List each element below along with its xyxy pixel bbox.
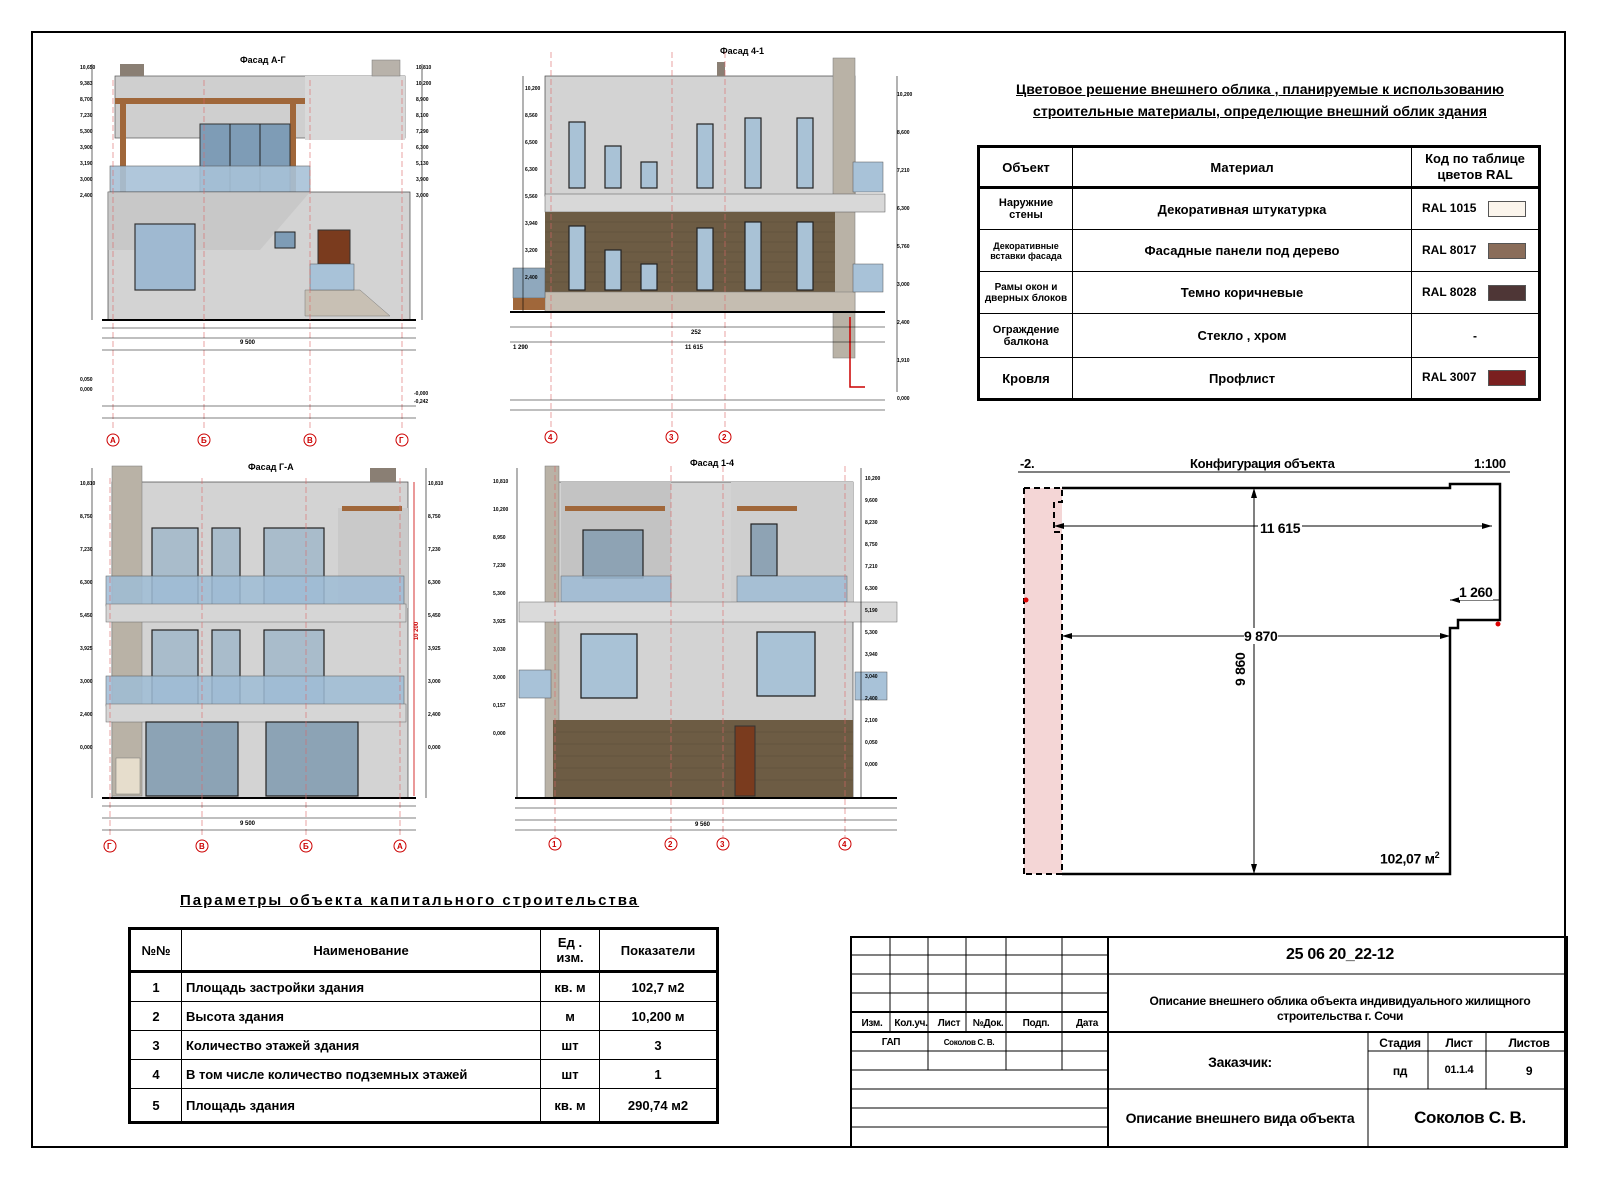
row-code: RAL 8017 (1422, 242, 1477, 257)
row-code-cell (1412, 230, 1540, 272)
facade-ga-left-marks: 10,810 8,750 7,230 6,300 5,450 3,925 3,000 2,400 0,000 (80, 481, 96, 751)
doc-code: 25 06 20_22-12 (1286, 946, 1394, 963)
stamp-person: Соколов С. В. (943, 1038, 995, 1047)
facade-ag-right-marks: 10,810 10,200 8,900 8,100 7,290 6,300 5,130 3,900 3,000 (416, 65, 432, 199)
axis-2: 2 (722, 433, 727, 442)
config-area: 102,07 $м^2$ (1380, 850, 1440, 867)
axis-g2: Г (107, 842, 112, 851)
row-object: Рамы окон и дверных блоков (979, 272, 1073, 314)
facade-ga (80, 458, 460, 858)
facade-41-total-mid: 252 (691, 330, 702, 336)
table-row (979, 230, 1540, 272)
facade-41-left-marks: 10,200 8,560 6,500 6,300 5,560 3,940 3,200 2,400 (525, 86, 541, 281)
facade-14-title: Фасад 1-4 (690, 458, 735, 468)
row-code: - (1412, 314, 1540, 358)
axis-4: 4 (548, 433, 553, 442)
facade-ga-height: 10 200 (414, 621, 421, 641)
config-step: 1 260 (1459, 584, 1493, 600)
axis-b2: Б (303, 842, 309, 851)
sheet-value: 01.1.4 (1444, 1064, 1474, 1076)
axis-v2: В (199, 842, 205, 851)
axis-3: 3 (669, 433, 674, 442)
title-block (850, 936, 1568, 1148)
table-row (130, 972, 718, 1002)
table-row (979, 188, 1540, 230)
params-title: Параметры объекта капитального строительства (180, 892, 640, 909)
axis-g: Г (399, 436, 404, 445)
row-code: RAL 8028 (1422, 284, 1477, 299)
facade-14-right-marks: 10,200 9,600 8,230 8,750 7,210 6,300 5,190 5,300 3,940 3,040 2,400 2,100 0,050 0,000 (865, 476, 881, 768)
axis-2b: 2 (668, 840, 673, 849)
customer-label: Заказчик: (1208, 1054, 1272, 1070)
params-num: 3 (130, 1031, 182, 1060)
params-value: 10,200 м (600, 1002, 718, 1031)
axis-b: Б (201, 436, 207, 445)
row-code: RAL 3007 (1422, 370, 1477, 385)
table-row (979, 358, 1540, 400)
stamp-columns: Изм. Кол.уч. Лист №Док. Подп. Дата (861, 1018, 1098, 1029)
table-row (979, 314, 1540, 358)
doc-description: Описание внешнего облика объекта индивидуального жилищного строительства г. Сочи (1149, 994, 1531, 1023)
facade-ga-drawing (80, 458, 460, 858)
axis-4b: 4 (842, 840, 847, 849)
materials-table (977, 145, 1541, 401)
params-name: Площадь застройки здания (182, 972, 541, 1002)
params-value: 102,7 м2 (600, 972, 718, 1002)
facade-41-right-marks: 10,200 8,600 7,210 6,300 5,760 3,000 2,400 1,910 0,000 (897, 92, 913, 402)
sheets-value: 9 (1525, 1064, 1533, 1078)
row-object: Ограждение балкона (979, 314, 1073, 358)
params-num: 5 (130, 1089, 182, 1123)
facade-ag-drawing (80, 50, 440, 460)
facade-ag (80, 50, 440, 460)
params-header (130, 929, 718, 972)
row-code-cell (1412, 272, 1540, 314)
axis-v: В (307, 436, 313, 445)
params-unit: кв. м (541, 1089, 600, 1123)
header-code: Код по таблице цветов RAL (1412, 147, 1540, 188)
params-value: 1 (600, 1060, 718, 1089)
color-section-title (980, 78, 1540, 122)
facade-ag-low-marks-r: -0,000 -0,242 (414, 391, 429, 405)
params-h-name: Наименование (182, 929, 541, 972)
color-swatch (1488, 285, 1526, 301)
facade-ag-left-marks: 10,650 9,383 8,700 7,230 5,300 3,900 3,190 3,000 2,400 (80, 65, 96, 199)
table-row (130, 1031, 718, 1060)
header-object: Объект (979, 147, 1073, 188)
config-width: 11 615 (1260, 520, 1301, 536)
params-value: 290,74 м2 (600, 1089, 718, 1123)
params-unit: м (541, 1002, 600, 1031)
materials-header (979, 147, 1540, 188)
stage-head: Стадия (1379, 1036, 1421, 1050)
row-material: Темно коричневые (1073, 272, 1412, 314)
color-swatch (1488, 370, 1526, 386)
facade-ag-title: Фасад А-Г (240, 55, 286, 65)
params-name: Количество этажей здания (182, 1031, 541, 1060)
params-unit: кв. м (541, 972, 600, 1002)
facade-41-title: Фасад 4-1 (720, 46, 765, 56)
params-table (128, 927, 719, 1124)
params-num: 2 (130, 1002, 182, 1031)
params-num: 4 (130, 1060, 182, 1089)
color-swatch (1488, 243, 1526, 259)
stage-value: пд (1392, 1064, 1408, 1078)
facade-14-total: 9 560 (695, 822, 711, 828)
row-material: Стекло , хром (1073, 314, 1412, 358)
row-object: Наружние стены (979, 188, 1073, 230)
color-title-line1: Цветовое решение внешнего облика , планируемые к использованию (1016, 81, 1504, 97)
color-title-line2: строительные материалы, определющие внешний облик здания (1033, 103, 1487, 119)
row-object: Декоративные вставки фасада (979, 230, 1073, 272)
facade-ga-right-marks: 10,810 8,750 7,230 6,300 5,450 3,925 3,000 2,400 0,000 (428, 481, 444, 751)
row-code-cell (1412, 188, 1540, 230)
header-material: Материал (1073, 147, 1412, 188)
sheets-head: Листов (1508, 1036, 1550, 1050)
facade-ga-title: Фасад Г-А (248, 462, 294, 472)
facade-14 (493, 458, 925, 858)
params-value: 3 (600, 1031, 718, 1060)
facade-ga-total: 9 500 (240, 821, 256, 827)
params-name: Площадь здания (182, 1089, 541, 1123)
facade-41 (505, 42, 935, 462)
sheet-head: Лист (1445, 1036, 1473, 1050)
table-row (130, 1002, 718, 1031)
facade-41-drawing (505, 42, 935, 462)
row-code: RAL 1015 (1422, 201, 1477, 216)
facade-14-left-marks: 10,810 10,200 8,950 7,230 5,300 3,925 3,030 3,000 0,157 0,000 (493, 479, 509, 737)
params-unit: шт (541, 1031, 600, 1060)
facade-14-drawing (505, 458, 925, 858)
table-row (130, 1089, 718, 1123)
facade-41-total-a: 1 290 (513, 345, 529, 351)
facade-ag-low-marks: 0,050 0,000 (80, 377, 93, 393)
params-num: 1 (130, 972, 182, 1002)
table-row (979, 272, 1540, 314)
config-scale: 1:100 (1474, 456, 1506, 471)
stamp-role: ГАП (881, 1037, 901, 1048)
facade-ag-total: 9 500 (240, 340, 256, 346)
table-row (130, 1060, 718, 1089)
axis-a2: А (397, 842, 403, 851)
view-description: Описание внешнего вида объекта (1125, 1110, 1355, 1126)
config-title: Конфигурация объекта (1190, 456, 1335, 471)
color-swatch (1488, 201, 1526, 217)
config-mark: -2. (1020, 456, 1035, 471)
row-material: Профлист (1073, 358, 1412, 400)
params-h-unit: Ед . изм. (541, 929, 600, 972)
params-name: Высота здания (182, 1002, 541, 1031)
axis-a: А (110, 436, 116, 445)
row-material: Фасадные панели под дерево (1073, 230, 1412, 272)
params-unit: шт (541, 1060, 600, 1089)
params-name: В том числе количество подземных этажей (182, 1060, 541, 1089)
params-h-num: №№ (130, 929, 182, 972)
params-h-value: Показатели (600, 929, 718, 972)
axis-3b: 3 (720, 840, 725, 849)
row-object: Кровля (979, 358, 1073, 400)
facade-41-total2: 11 615 (685, 345, 704, 351)
axis-1: 1 (552, 840, 557, 849)
config-inner: 9 870 (1244, 628, 1278, 644)
customer-name: Соколов С. В. (1414, 1108, 1526, 1127)
row-material: Декоративная штукатурка (1073, 188, 1412, 230)
config-height: 9 860 (1232, 652, 1248, 686)
row-code-cell (1412, 358, 1540, 400)
